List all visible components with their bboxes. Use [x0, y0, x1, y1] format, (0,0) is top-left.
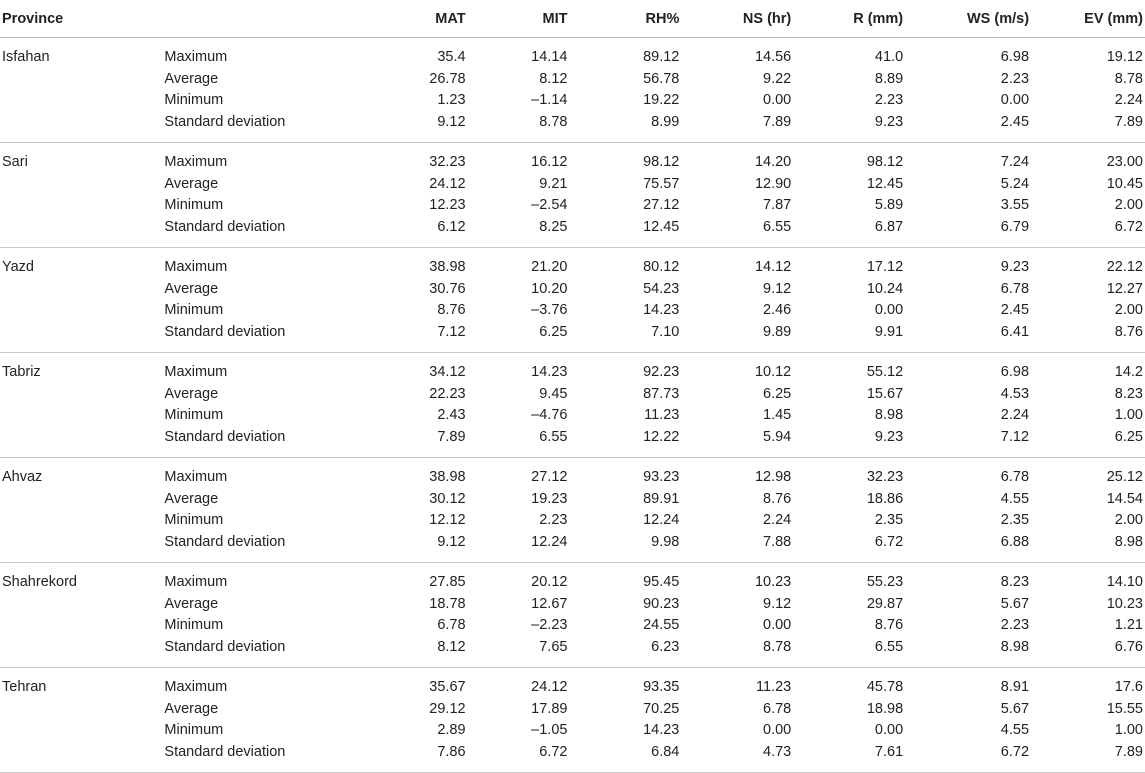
province-name: [0, 510, 164, 532]
statistic-label: Standard deviation: [164, 532, 361, 563]
value-cell: 27.12: [531, 469, 568, 485]
value-cell: 9.45: [539, 385, 568, 402]
value-cell: 87.73: [643, 385, 680, 402]
value-cell: 70.25: [643, 700, 680, 717]
table-row: [0, 174, 1145, 196]
value-cell: 6.78: [1000, 469, 1030, 485]
value-cell: 8.78: [474, 112, 586, 143]
value-cell: 8.98: [874, 407, 904, 423]
value-cell: 23.00: [1106, 154, 1143, 170]
value-cell: 2.00: [1114, 302, 1143, 318]
statistic-label: Minimum: [164, 197, 224, 213]
table-row: [0, 427, 1145, 458]
table-row: [0, 322, 1145, 353]
value-cell: 3.55: [1000, 197, 1030, 213]
value-cell: 34.12: [429, 364, 466, 380]
value-cell: 55.23: [866, 574, 904, 590]
value-cell: 2.45: [921, 112, 1033, 143]
value-cell: 9.98: [585, 532, 697, 563]
table-header: [0, 0, 1145, 38]
value-cell: 7.89: [1033, 112, 1145, 143]
province-name: Tehran: [2, 679, 47, 695]
value-cell: 1.45: [763, 407, 792, 423]
header-mit: MIT: [474, 0, 586, 38]
value-cell: 17.89: [531, 700, 568, 717]
province-name: [0, 720, 164, 742]
province-name: [0, 742, 164, 773]
table-row: [0, 248, 1145, 279]
value-cell: 1.21: [1114, 617, 1143, 633]
value-cell: 22.23: [429, 385, 466, 402]
value-cell: 14.20: [754, 154, 792, 170]
table-row: [0, 112, 1145, 143]
province-name: [0, 112, 164, 143]
value-cell: 14.23: [643, 302, 680, 318]
value-cell: 2.46: [763, 302, 792, 318]
header-statistic: [164, 0, 361, 38]
value-cell: 2.23: [1000, 70, 1030, 87]
statistic-label: Minimum: [164, 302, 224, 318]
value-cell: 4.73: [697, 742, 809, 773]
value-cell: 2.00: [1114, 512, 1143, 528]
value-cell: 18.98: [866, 700, 904, 717]
value-cell: 1.23: [437, 92, 466, 108]
value-cell: 56.78: [643, 70, 680, 87]
table-row: [0, 353, 1145, 384]
value-cell: 75.57: [643, 175, 680, 192]
table-row: [0, 532, 1145, 563]
value-cell: 12.22: [585, 427, 697, 458]
value-cell: 12.12: [429, 512, 466, 528]
statistic-label: Maximum: [164, 49, 228, 65]
value-cell: 35.4: [437, 49, 466, 65]
table-row: [0, 69, 1145, 91]
value-cell: 6.79: [921, 217, 1033, 248]
value-cell: 19.23: [531, 490, 568, 507]
province-name: [0, 384, 164, 406]
province-name: [0, 615, 164, 637]
value-cell: 0.00: [874, 302, 904, 318]
table-row: [0, 38, 1145, 69]
table-row: [0, 489, 1145, 511]
value-cell: 98.12: [643, 154, 680, 170]
statistic-label: Average: [164, 280, 219, 297]
value-cell: 17.6: [1114, 679, 1143, 695]
value-cell: 12.24: [643, 512, 680, 528]
value-cell: 9.23: [809, 427, 921, 458]
value-cell: 7.86: [362, 742, 474, 773]
value-cell: 7.89: [697, 112, 809, 143]
value-cell: 9.22: [763, 70, 792, 87]
value-cell: 12.90: [754, 175, 792, 192]
value-cell: 8.98: [1033, 532, 1145, 563]
province-name: [0, 489, 164, 511]
value-cell: 24.12: [429, 175, 466, 192]
value-cell: 7.65: [474, 637, 586, 668]
value-cell: 8.89: [874, 70, 904, 87]
value-cell: 25.12: [1106, 469, 1143, 485]
value-cell: 14.14: [531, 49, 568, 65]
value-cell: 8.76: [763, 490, 792, 507]
value-cell: 7.88: [697, 532, 809, 563]
value-cell: 32.23: [866, 469, 904, 485]
table-row: [0, 300, 1145, 322]
value-cell: 6.72: [474, 742, 586, 773]
value-cell: 9.23: [1000, 259, 1030, 275]
value-cell: 7.24: [1000, 154, 1030, 170]
value-cell: 6.98: [1000, 364, 1030, 380]
value-cell: 14.10: [1106, 574, 1143, 590]
value-cell: 8.25: [474, 217, 586, 248]
value-cell: 9.12: [763, 595, 792, 612]
province-name: [0, 300, 164, 322]
value-cell: 6.72: [1033, 217, 1145, 248]
value-cell: 12.27: [1106, 280, 1143, 297]
value-cell: 2.00: [1114, 197, 1143, 213]
value-cell: 19.12: [1106, 49, 1143, 65]
value-cell: 38.98: [429, 259, 466, 275]
statistic-label: Standard deviation: [164, 427, 361, 458]
value-cell: 6.78: [763, 700, 792, 717]
province-name: Shahrekord: [2, 574, 77, 590]
header-r: R (mm): [809, 0, 921, 38]
value-cell: 29.87: [866, 595, 904, 612]
value-cell: 80.12: [643, 259, 680, 275]
value-cell: 14.12: [754, 259, 792, 275]
value-cell: 1.00: [1114, 407, 1143, 423]
value-cell: 9.21: [539, 175, 568, 192]
header-ns: NS (hr): [697, 0, 809, 38]
statistic-label: Average: [164, 175, 219, 192]
value-cell: 9.89: [697, 322, 809, 353]
table-row: [0, 458, 1145, 489]
header-rh: RH%: [585, 0, 697, 38]
province-name: Yazd: [2, 259, 34, 275]
value-cell: 54.23: [643, 280, 680, 297]
value-cell: –1.05: [531, 722, 568, 738]
province-name: [0, 594, 164, 616]
table-row: [0, 510, 1145, 532]
statistic-label: Standard deviation: [164, 322, 361, 353]
value-cell: 9.12: [362, 532, 474, 563]
value-cell: 8.12: [362, 637, 474, 668]
table-body: [0, 38, 1145, 773]
value-cell: 11.23: [644, 407, 680, 423]
value-cell: 2.35: [874, 512, 904, 528]
value-cell: 0.00: [763, 92, 792, 108]
value-cell: 20.12: [531, 574, 568, 590]
value-cell: 19.22: [643, 92, 680, 108]
value-cell: 8.78: [697, 637, 809, 668]
value-cell: 4.53: [1000, 385, 1030, 402]
value-cell: 6.84: [585, 742, 697, 773]
statistic-label: Minimum: [164, 92, 224, 108]
value-cell: 35.67: [429, 679, 466, 695]
value-cell: 9.12: [763, 280, 792, 297]
value-cell: 10.23: [1106, 595, 1143, 612]
statistic-label: Maximum: [164, 154, 228, 170]
value-cell: 2.24: [1000, 407, 1030, 423]
value-cell: 4.55: [1000, 722, 1030, 738]
value-cell: 7.12: [362, 322, 474, 353]
statistic-label: Minimum: [164, 512, 224, 528]
value-cell: 15.67: [866, 385, 904, 402]
value-cell: 5.67: [1000, 595, 1030, 612]
table-row: [0, 668, 1145, 699]
statistic-label: Maximum: [164, 469, 228, 485]
statistic-label: Average: [164, 70, 219, 87]
province-name: Tabriz: [2, 364, 41, 380]
value-cell: 38.98: [429, 469, 466, 485]
table-row: [0, 699, 1145, 721]
statistic-label: Standard deviation: [164, 742, 361, 773]
value-cell: 14.23: [531, 364, 568, 380]
value-cell: 12.24: [474, 532, 586, 563]
value-cell: 6.78: [1000, 280, 1030, 297]
table-row: [0, 195, 1145, 217]
province-name: [0, 195, 164, 217]
value-cell: 10.12: [754, 364, 792, 380]
value-cell: 7.61: [809, 742, 921, 773]
value-cell: 24.12: [531, 679, 568, 695]
value-cell: 6.55: [697, 217, 809, 248]
value-cell: 18.86: [866, 490, 904, 507]
value-cell: 24.55: [643, 617, 680, 633]
value-cell: 95.45: [643, 574, 680, 590]
value-cell: 2.24: [763, 512, 792, 528]
value-cell: 6.55: [474, 427, 586, 458]
value-cell: 26.78: [429, 70, 466, 87]
statistic-label: Standard deviation: [164, 217, 361, 248]
statistic-label: Minimum: [164, 407, 224, 423]
value-cell: 32.23: [429, 154, 466, 170]
value-cell: 14.56: [754, 49, 792, 65]
value-cell: 14.23: [643, 722, 680, 738]
value-cell: 5.89: [874, 197, 904, 213]
value-cell: 8.76: [1033, 322, 1145, 353]
table-row: [0, 143, 1145, 174]
province-name: Sari: [2, 154, 28, 170]
header-mat: MAT: [362, 0, 474, 38]
value-cell: 93.35: [643, 679, 680, 695]
statistic-label: Maximum: [164, 679, 228, 695]
value-cell: 14.54: [1106, 490, 1143, 507]
value-cell: 89.91: [643, 490, 680, 507]
value-cell: 2.23: [874, 92, 904, 108]
value-cell: 2.23: [1000, 617, 1030, 633]
value-cell: 6.98: [1000, 49, 1030, 65]
value-cell: –3.76: [531, 302, 568, 318]
value-cell: 4.55: [1000, 490, 1030, 507]
value-cell: 9.12: [362, 112, 474, 143]
value-cell: 2.23: [539, 512, 568, 528]
value-cell: 6.25: [763, 385, 792, 402]
value-cell: 8.99: [585, 112, 697, 143]
value-cell: 6.72: [921, 742, 1033, 773]
statistic-label: Minimum: [164, 617, 224, 633]
province-name: [0, 532, 164, 563]
table-row: [0, 279, 1145, 301]
header-ws: WS (m/s): [921, 0, 1033, 38]
province-name: [0, 322, 164, 353]
value-cell: –4.76: [531, 407, 568, 423]
value-cell: 2.89: [437, 722, 466, 738]
value-cell: 21.20: [531, 259, 568, 275]
statistic-label: Standard deviation: [164, 112, 361, 143]
value-cell: 7.89: [362, 427, 474, 458]
statistic-label: Average: [164, 700, 219, 717]
value-cell: –2.23: [531, 617, 568, 633]
province-name: [0, 90, 164, 112]
value-cell: 8.23: [1114, 385, 1143, 402]
province-name: [0, 69, 164, 91]
value-cell: 2.43: [437, 407, 466, 423]
value-cell: 6.76: [1033, 637, 1145, 668]
value-cell: 0.00: [874, 722, 904, 738]
value-cell: 0.00: [763, 617, 792, 633]
value-cell: 2.35: [1000, 512, 1030, 528]
value-cell: 12.98: [754, 469, 792, 485]
province-name: [0, 279, 164, 301]
value-cell: 8.12: [539, 70, 568, 87]
value-cell: 6.12: [362, 217, 474, 248]
value-cell: 14.2: [1114, 364, 1143, 380]
value-cell: 10.24: [866, 280, 904, 297]
value-cell: 22.12: [1106, 259, 1143, 275]
value-cell: 12.45: [585, 217, 697, 248]
statistic-label: Maximum: [164, 364, 228, 380]
value-cell: 30.12: [429, 490, 466, 507]
value-cell: 6.25: [1033, 427, 1145, 458]
value-cell: 93.23: [643, 469, 680, 485]
statistic-label: Maximum: [164, 574, 228, 590]
statistic-label: Average: [164, 595, 219, 612]
value-cell: 2.45: [1000, 302, 1030, 318]
value-cell: 5.67: [1000, 700, 1030, 717]
table-row: [0, 615, 1145, 637]
value-cell: 10.45: [1106, 175, 1143, 192]
value-cell: 8.76: [437, 302, 466, 318]
value-cell: 6.55: [809, 637, 921, 668]
table-row: [0, 217, 1145, 248]
statistic-label: Standard deviation: [164, 637, 361, 668]
value-cell: 6.88: [921, 532, 1033, 563]
value-cell: 6.25: [474, 322, 586, 353]
province-name: [0, 699, 164, 721]
province-name: [0, 427, 164, 458]
value-cell: 11.23: [756, 679, 792, 695]
value-cell: 0.00: [1000, 92, 1030, 108]
table-row: [0, 594, 1145, 616]
value-cell: 18.78: [429, 595, 466, 612]
value-cell: 2.24: [1114, 92, 1143, 108]
value-cell: 5.24: [1000, 175, 1030, 192]
province-name: Isfahan: [2, 49, 50, 65]
value-cell: 10.20: [531, 280, 568, 297]
value-cell: 27.85: [429, 574, 466, 590]
value-cell: 12.45: [866, 175, 904, 192]
province-name: Ahvaz: [2, 469, 43, 485]
value-cell: 9.23: [809, 112, 921, 143]
value-cell: 90.23: [643, 595, 680, 612]
value-cell: 17.12: [866, 259, 904, 275]
province-name: [0, 174, 164, 196]
value-cell: 10.23: [754, 574, 792, 590]
value-cell: 6.78: [437, 617, 466, 633]
header-row: [0, 0, 1145, 38]
province-name: [0, 405, 164, 427]
value-cell: 8.78: [1114, 70, 1143, 87]
statistic-label: Minimum: [164, 722, 224, 738]
statistic-label: Average: [164, 490, 219, 507]
value-cell: –1.14: [531, 92, 568, 108]
value-cell: 41.0: [874, 49, 904, 65]
table-row: [0, 384, 1145, 406]
table-row: [0, 90, 1145, 112]
table-row: [0, 637, 1145, 668]
statistic-label: Maximum: [164, 259, 228, 275]
value-cell: 92.23: [643, 364, 680, 380]
value-cell: 7.10: [585, 322, 697, 353]
value-cell: 8.98: [921, 637, 1033, 668]
value-cell: 7.87: [763, 197, 792, 213]
table-row: [0, 405, 1145, 427]
value-cell: 89.12: [643, 49, 680, 65]
table-row: [0, 563, 1145, 594]
value-cell: –2.54: [531, 197, 568, 213]
province-name: [0, 637, 164, 668]
value-cell: 15.55: [1106, 700, 1143, 717]
value-cell: 8.91: [1000, 679, 1030, 695]
value-cell: 8.76: [874, 617, 904, 633]
table-row: [0, 720, 1145, 742]
value-cell: 1.00: [1114, 722, 1143, 738]
statistic-label: Average: [164, 385, 219, 402]
value-cell: 12.67: [531, 595, 568, 612]
value-cell: 6.87: [809, 217, 921, 248]
value-cell: 27.12: [643, 197, 680, 213]
value-cell: 98.12: [866, 154, 904, 170]
value-cell: 7.89: [1033, 742, 1145, 773]
value-cell: 9.91: [809, 322, 921, 353]
value-cell: 30.76: [429, 280, 466, 297]
value-cell: 55.12: [866, 364, 904, 380]
value-cell: 29.12: [429, 700, 466, 717]
value-cell: 7.12: [921, 427, 1033, 458]
header-province: Province: [0, 0, 164, 38]
value-cell: 8.23: [1000, 574, 1030, 590]
province-name: [0, 217, 164, 248]
value-cell: 0.00: [763, 722, 792, 738]
table-row: [0, 742, 1145, 773]
value-cell: 16.12: [531, 154, 568, 170]
header-ev: EV (mm): [1033, 0, 1145, 38]
value-cell: 6.72: [809, 532, 921, 563]
value-cell: 6.23: [585, 637, 697, 668]
value-cell: 5.94: [697, 427, 809, 458]
value-cell: 45.78: [866, 679, 904, 695]
value-cell: 12.23: [429, 197, 466, 213]
value-cell: 6.41: [921, 322, 1033, 353]
